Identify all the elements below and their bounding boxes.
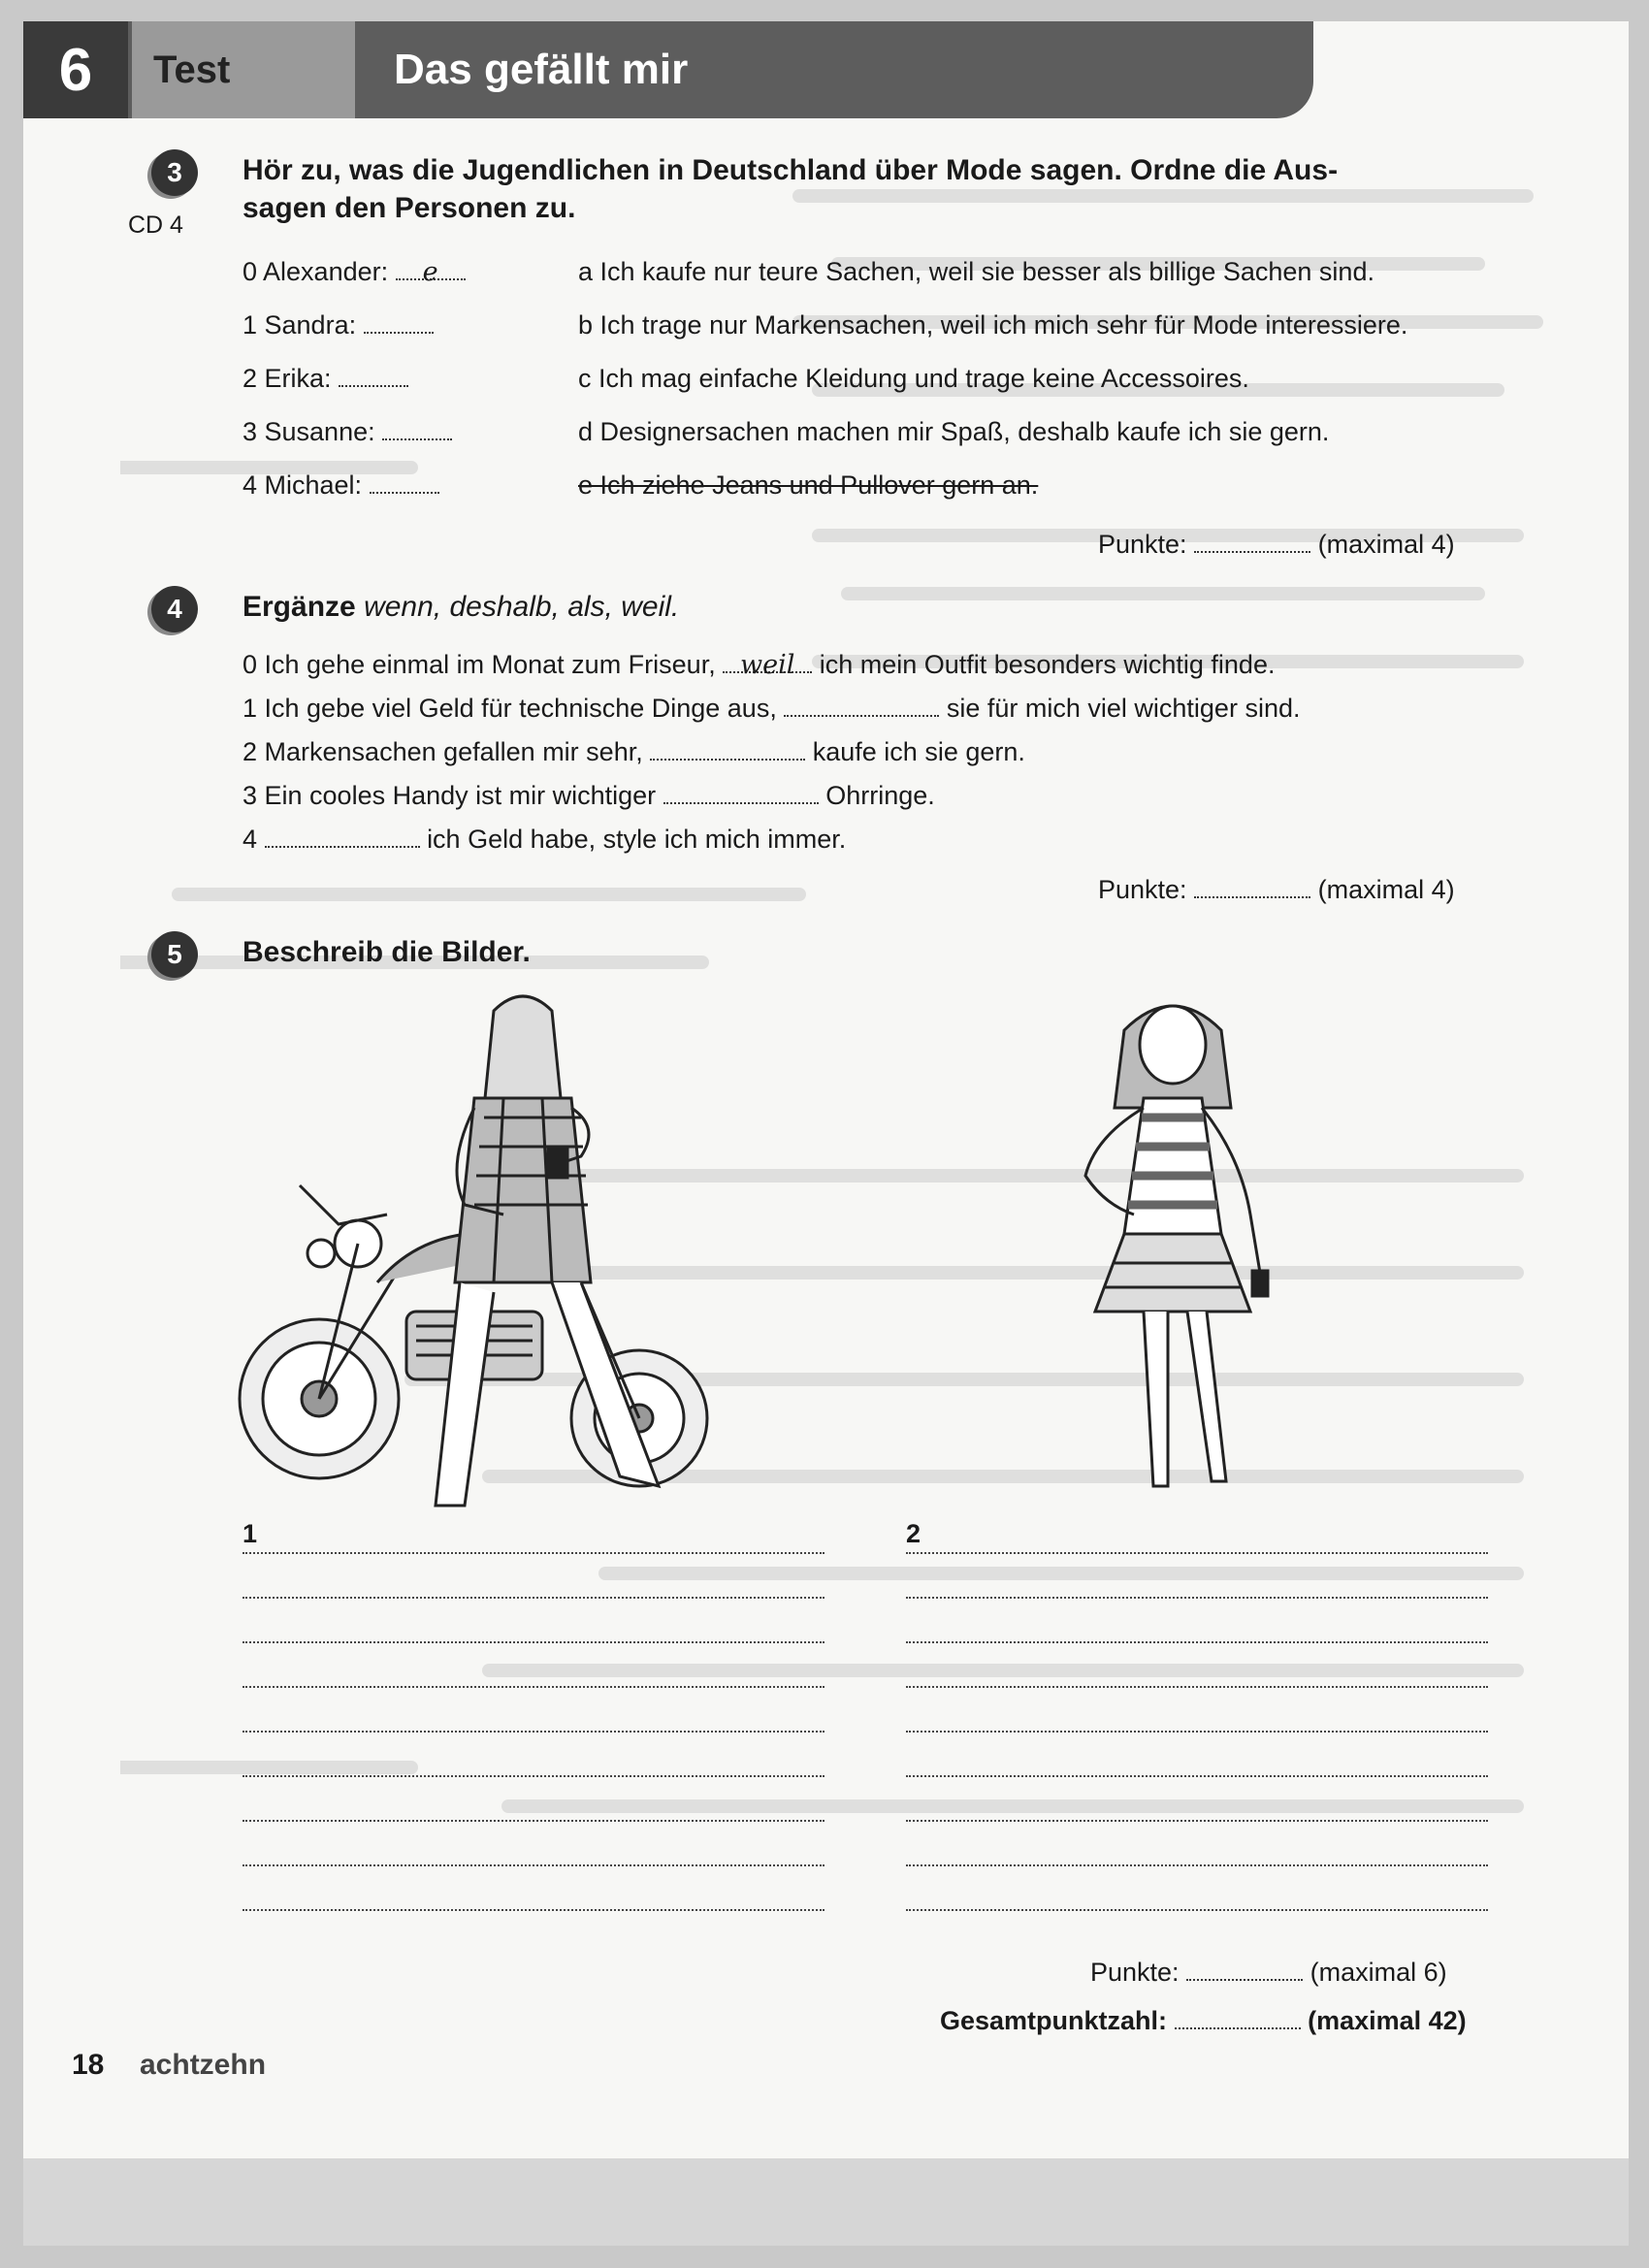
- statement-a: a Ich kaufe nur teure Sachen, weil sie besser als billige Sachen sind.: [578, 257, 1374, 286]
- page-title: Das gefällt mir: [394, 46, 689, 93]
- illustration-girl: [1066, 991, 1289, 1515]
- exercise-3-points: [1098, 530, 1455, 560]
- points-input[interactable]: [1186, 1958, 1303, 1981]
- exercise-4-points: [1098, 875, 1455, 905]
- answer-slot[interactable]: [723, 650, 812, 680]
- sentence-part: Ohrringe.: [825, 781, 935, 810]
- picture-2-label: 2: [906, 1519, 922, 1548]
- exercise-5-points: [1090, 1958, 1447, 1988]
- points-label: Punkte:: [1090, 1958, 1180, 1987]
- person-label: 1 Sandra:: [242, 310, 357, 340]
- answer-slot[interactable]: [650, 737, 805, 761]
- answer-slot[interactable]: [364, 310, 434, 334]
- sentence-4: [242, 825, 846, 855]
- sentence-part: 2 Markensachen gefallen mir sehr,: [242, 737, 643, 766]
- exercise-4-instruction: [242, 588, 679, 627]
- statement-c: c Ich mag einfache Kleidung und trage keine Accessoires.: [578, 364, 1249, 393]
- illustration-man-motorbike: [232, 991, 775, 1515]
- exercise-4-badge: 4: [151, 586, 198, 632]
- exercise-3-instruction-line1: Hör zu, was die Jugendlichen in Deutschland über Mode sagen. Ordne die Aus-: [242, 154, 1339, 186]
- answer-slot[interactable]: [663, 781, 819, 804]
- points-max: (maximal 4): [1317, 875, 1455, 904]
- sentence-part: 3 Ein cooles Handy ist mir wichtiger: [242, 781, 657, 810]
- total-input[interactable]: [1175, 2006, 1301, 2029]
- answer-text: e: [422, 257, 438, 287]
- page-number-word: achtzehn: [140, 2049, 267, 2081]
- points-max: (maximal 6): [1310, 1958, 1447, 1987]
- sentence-0: [242, 650, 1275, 680]
- answer-slot[interactable]: [339, 364, 408, 387]
- total-label: Gesamtpunktzahl:: [940, 2006, 1168, 2035]
- instruction-prefix: Ergänze: [242, 591, 356, 623]
- sentence-part: 0 Ich gehe einmal im Monat zum Friseur,: [242, 650, 716, 679]
- exercise-3-badge: 3: [151, 149, 198, 196]
- statement-b: b Ich trage nur Markensachen, weil ich mich sehr für Mode interessiere.: [578, 310, 1408, 340]
- chapter-number: 6: [23, 21, 128, 118]
- total-max: (maximal 42): [1308, 2006, 1467, 2035]
- answer-slot[interactable]: [382, 417, 452, 440]
- person-label: 4 Michael:: [242, 470, 363, 500]
- answer-slot[interactable]: [784, 694, 939, 717]
- page-number: 18: [72, 2049, 105, 2081]
- exercise-5-instruction: Beschreib die Bilder.: [242, 936, 531, 968]
- cd-track-label: CD 4: [128, 211, 183, 239]
- sentence-part: kaufe ich sie gern.: [812, 737, 1025, 766]
- person-row: [242, 364, 408, 394]
- header-bar: [23, 21, 1313, 118]
- exercise-5-badge: 5: [151, 931, 198, 978]
- points-max: (maximal 4): [1317, 530, 1455, 559]
- statement-d: d Designersachen machen mir Spaß, deshalb kaufe ich sie gern.: [578, 417, 1330, 446]
- person-row: [242, 257, 466, 287]
- instruction-words: wenn, deshalb, als, weil.: [364, 591, 680, 623]
- sentence-3: [242, 781, 935, 811]
- person-label: 3 Susanne:: [242, 417, 375, 446]
- statement-e: e Ich ziehe Jeans und Pullover gern an.: [578, 470, 1039, 500]
- picture-1-label: 1: [242, 1519, 258, 1548]
- person-row: [242, 310, 434, 340]
- sentence-part: 4: [242, 825, 258, 854]
- sentence-part: ich mein Outfit besonders wichtig finde.: [819, 650, 1276, 679]
- answer-slot[interactable]: [370, 470, 439, 494]
- sentence-1: [242, 694, 1300, 724]
- sentence-part: 1 Ich gebe viel Geld für technische Dinge aus,: [242, 694, 777, 723]
- points-input[interactable]: [1194, 530, 1310, 553]
- points-input[interactable]: [1194, 875, 1310, 898]
- points-label: Punkte:: [1098, 875, 1187, 904]
- sentence-part: ich Geld habe, style ich mich immer.: [427, 825, 847, 854]
- person-row: [242, 417, 452, 447]
- person-label: 2 Erika:: [242, 364, 332, 393]
- sentence-part: sie für mich viel wichtiger sind.: [946, 694, 1301, 723]
- answer-text: weil: [740, 650, 795, 680]
- person-label: 0 Alexander:: [242, 257, 389, 286]
- points-label: Punkte:: [1098, 530, 1187, 559]
- worksheet-page: [23, 21, 1629, 2243]
- person-row: [242, 470, 439, 501]
- answer-slot[interactable]: [396, 257, 466, 287]
- section-label: Test: [132, 21, 355, 118]
- exercise-3-instruction-line2: sagen den Personen zu.: [242, 192, 576, 224]
- answer-slot[interactable]: [265, 825, 420, 848]
- scan-margin: [23, 2158, 1629, 2246]
- sentence-2: [242, 737, 1025, 767]
- total-points: [940, 2006, 1467, 2036]
